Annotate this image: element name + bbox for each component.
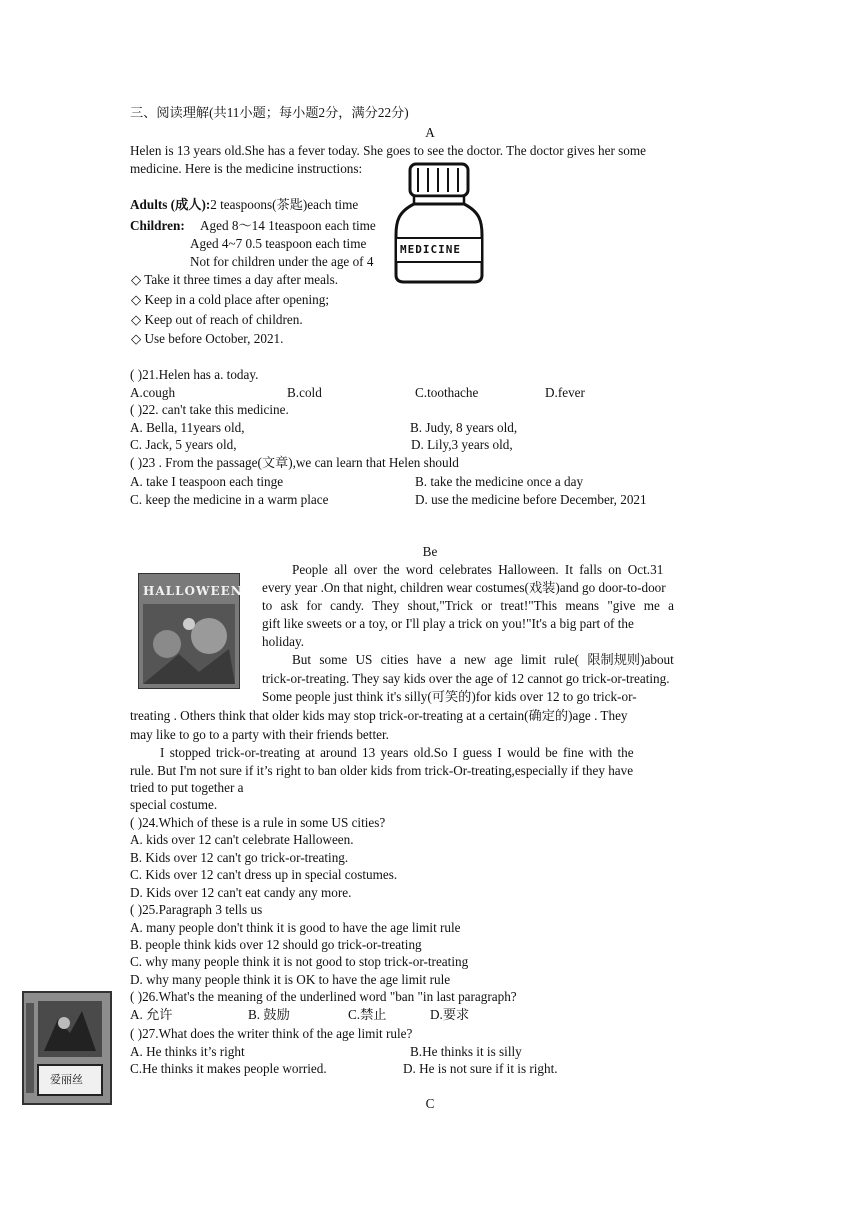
passage-b-p2-line-4: treating . Others think that older kids may stop trick-or-treating at a certain(确定的)age . They	[130, 708, 628, 723]
q25-option-d: D. why many people think it is OK to have the age limit rule	[130, 972, 451, 987]
rule-3: ◇ Keep out of reach of children.	[131, 312, 303, 327]
q25-stem: ( )25.Paragraph 3 tells us	[130, 902, 263, 917]
q26-option-c: C.禁止	[348, 1007, 387, 1022]
rule-1: ◇ Take it three times a day after meals.	[131, 272, 339, 287]
passage-b-p1-line-2: every year .On that night, children wear costumes(戏装)and go door-to-door	[262, 580, 666, 595]
q21-option-a: A.cough	[130, 385, 176, 400]
passage-b-p2-line-2: trick-or-treating. They say kids over the age of 12 cannot go trick-or-treating.	[262, 671, 670, 686]
book-cover-image	[22, 991, 112, 1105]
passage-b-p1-line-4: gift like sweets or a toy, or I'll play a trick on you!"It's a big part of the	[262, 616, 634, 631]
bottle-label: MEDICINE	[400, 243, 461, 256]
q25-option-b: B. people think kids over 12 should go trick-or-treating	[130, 937, 422, 952]
passage-b-p2-line-1: But some US cities have a new age limit rule( 限制规则)about	[292, 652, 674, 667]
q21-option-c: C.toothache	[415, 385, 479, 400]
medicine-bottle-image	[388, 160, 488, 285]
rule-2: ◇ Keep in a cold place after opening;	[131, 292, 329, 307]
passage-b-label: Be	[422, 544, 438, 559]
passage-b-p1-line-1: People all over the word celebrates Halloween. It falls on Oct.31	[292, 562, 664, 577]
q25-option-a: A. many people don't think it is good to have the age limit rule	[130, 920, 461, 935]
q21-stem: ( )21.Helen has a. today.	[130, 367, 259, 382]
q21-option-d: D.fever	[545, 385, 585, 400]
q23-option-d: D. use the medicine before December, 2021	[415, 492, 647, 507]
rule-4: ◇ Use before October, 2021.	[131, 331, 284, 346]
q27-option-a: A. He thinks it’s right	[130, 1044, 245, 1059]
q24-option-b: B. Kids over 12 can't go trick-or-treating.	[130, 850, 349, 865]
passage-a-label: A	[425, 125, 435, 140]
passage-b-p3-line-4: special costume.	[130, 797, 218, 812]
q25-option-c: C. why many people think it is not good to stop trick-or-treating	[130, 954, 469, 969]
children-dosage-1: Aged 8～14 1teaspoon each time	[200, 218, 376, 233]
q26-option-d: D.要求	[430, 1007, 470, 1022]
q22-option-a: A. Bella, 11years old,	[130, 420, 245, 435]
q22-option-d: D. Lily,3 years old,	[411, 437, 513, 452]
passage-c-label: C	[425, 1096, 435, 1111]
passage-b-p3-line-3: tried to put together a	[130, 780, 244, 795]
children-dosage-2: Aged 4~7 0.5 teaspoon each time	[190, 236, 367, 251]
children-dosage-3: Not for children under the age of 4	[190, 254, 374, 269]
q21-option-b: B.cold	[287, 385, 322, 400]
q23-option-b: B. take the medicine once a day	[415, 474, 584, 489]
adults-dosage	[130, 197, 358, 214]
q22-option-b: B. Judy, 8 years old,	[410, 420, 518, 435]
section-title: 三、阅读理解(共11小题；每小题2分，满分22分)	[130, 105, 409, 120]
halloween-image-text: HALLOWEEN	[143, 584, 243, 598]
q22-option-c: C. Jack, 5 years old,	[130, 437, 237, 452]
passage-b-p3-line-1: I stopped trick-or-treating at around 13 years old.So I guess I would be fine with the	[160, 745, 634, 760]
passage-a-intro-line-1: Helen is 13 years old.She has a fever today. She goes to see the doctor. The doctor gives her some	[130, 143, 647, 158]
q27-option-b: B.He thinks it is silly	[410, 1044, 522, 1059]
q24-option-a: A. kids over 12 can't celebrate Halloween.	[130, 832, 354, 847]
q22-stem: ( )22. can't take this medicine.	[130, 402, 289, 417]
passage-b-p2-line-3: Some people just think it's silly(可笑的)for kids over 12 to go trick-or-	[262, 689, 637, 704]
q24-option-c: C. Kids over 12 can't dress up in special costumes.	[130, 867, 398, 882]
passage-b-p1-line-5: holiday.	[262, 634, 304, 649]
q27-stem: ( )27.What does the writer think of the age limit rule?	[130, 1026, 413, 1041]
book-cover-text: 爱丽丝	[50, 1073, 83, 1086]
passage-a-intro-line-2: medicine. Here is the medicine instructions:	[130, 161, 363, 176]
q26-option-a: A. 允许	[130, 1007, 173, 1022]
q27-option-d: D. He is not sure if it is right.	[403, 1061, 558, 1076]
q23-option-c: C. keep the medicine in a warm place	[130, 492, 329, 507]
q26-stem: ( )26.What's the meaning of the underlined word "ban "in last paragraph?	[130, 989, 517, 1004]
q23-stem: ( )23 . From the passage(文章),we can learn that Helen should	[130, 455, 459, 470]
halloween-image	[138, 573, 243, 689]
q24-option-d: D. Kids over 12 can't eat candy any more.	[130, 885, 352, 900]
passage-b-p1-line-3: to ask for candy. They shout,"Trick or treat!"This means "give me a	[262, 598, 674, 613]
q27-option-c: C.He thinks it makes people worried.	[130, 1061, 327, 1076]
adults-text: 2 teaspoons(茶匙)each time	[210, 197, 359, 212]
q26-option-b: B. 鼓励	[248, 1007, 290, 1022]
children-label: Children:	[130, 218, 185, 233]
q24-stem: ( )24.Which of these is a rule in some US cities?	[130, 815, 386, 830]
adults-label: Adults (成人):	[130, 197, 211, 212]
q23-option-a: A. take I teaspoon each tinge	[130, 474, 284, 489]
passage-b-p3-line-2: rule. But I'm not sure if it’s right to ban older kids from trick-Or-treating,especially if they have	[130, 763, 634, 778]
passage-b-p2-line-5: may like to go to a party with their friends better.	[130, 727, 389, 742]
